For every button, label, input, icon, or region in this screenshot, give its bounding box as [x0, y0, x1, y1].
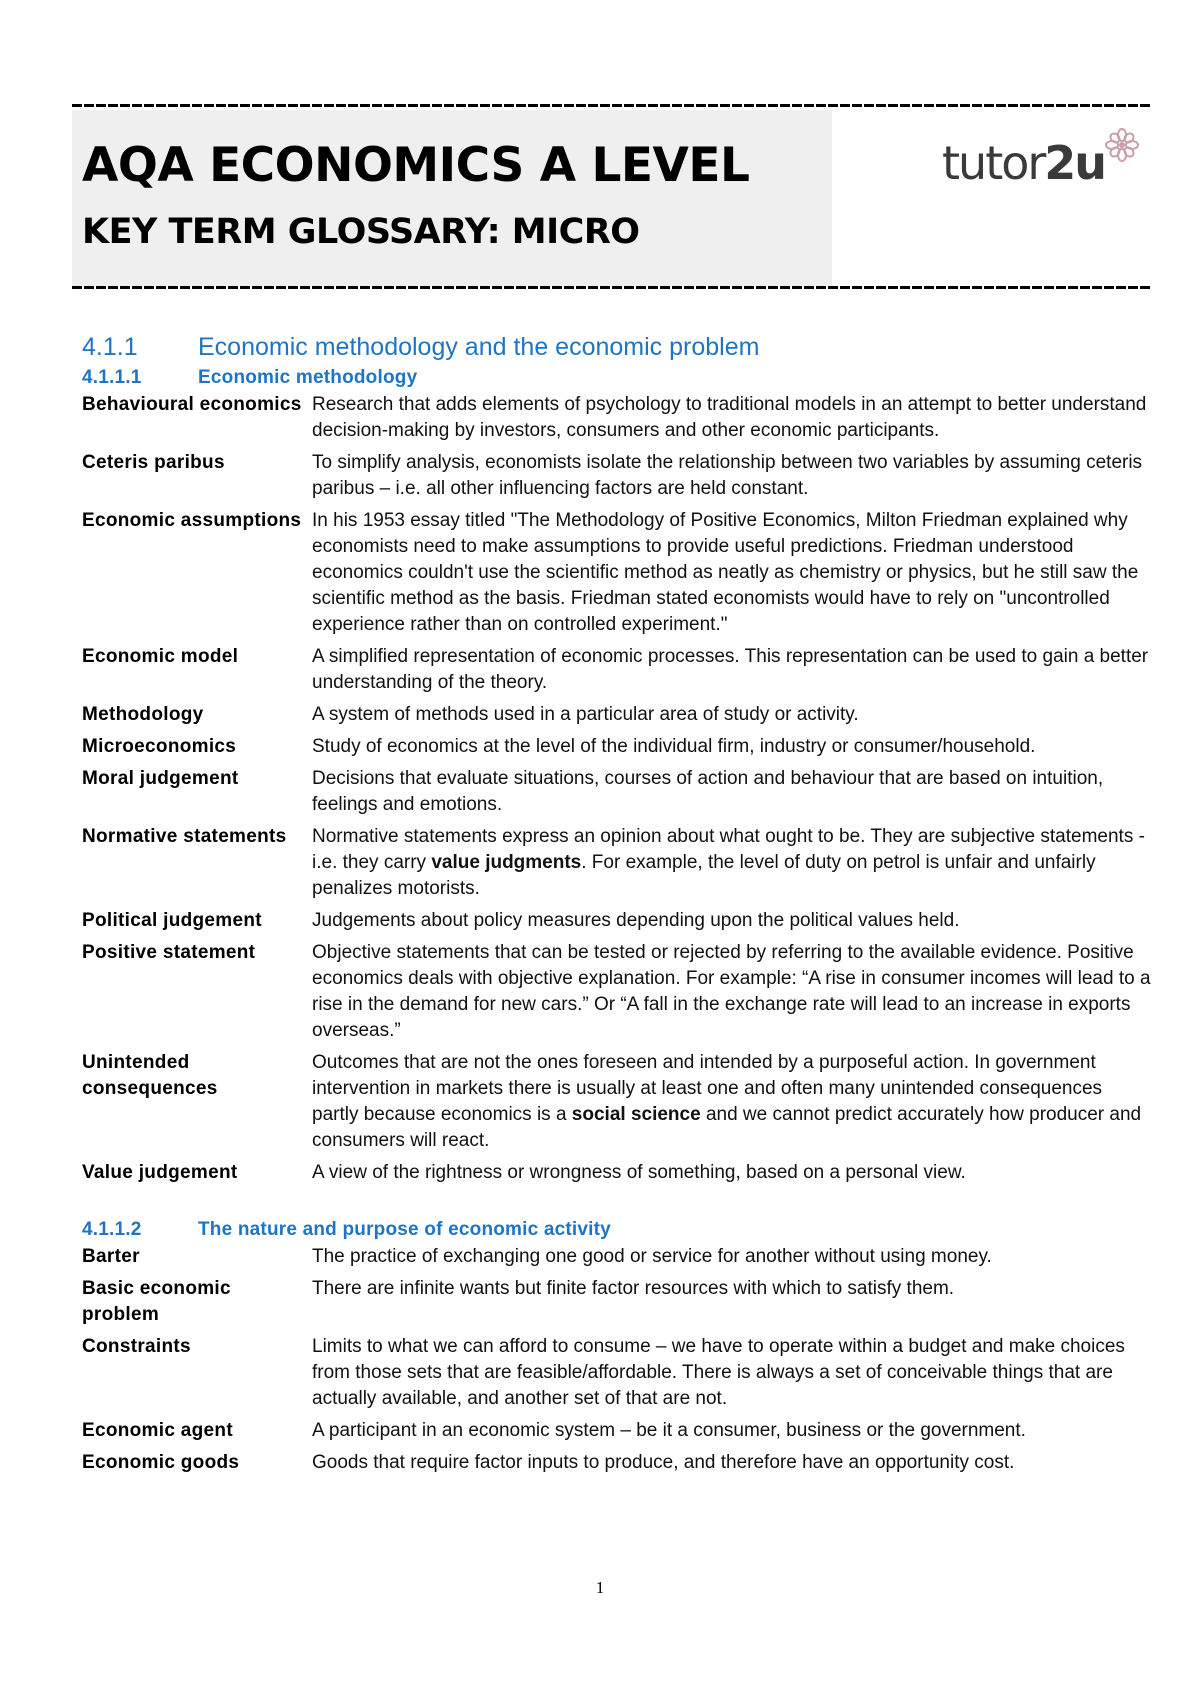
glossary-entry [82, 1276, 1152, 1328]
glossary-entry [82, 508, 1152, 638]
bold-phrase: social science [571, 1104, 701, 1125]
section-heading [82, 330, 1152, 364]
glossary-term: Political judgement [82, 910, 262, 931]
glossary-definition: Outcomes that are not the ones foreseen and intended by a purposeful action. In government intervention in markets there is usually at least one and often many unintended consequences partly because economics is a social science and we cannot predict accurately how producer and consumers will react. [312, 1052, 1142, 1151]
glossary-term: Normative statements [82, 826, 287, 847]
logo-wordmark: tutor2u [942, 136, 1106, 190]
glossary-entry [82, 824, 1152, 902]
glossary-entry [82, 908, 1152, 934]
glossary-term: Behavioural economics [82, 394, 302, 415]
glossary-term: Value judgement [82, 1162, 238, 1183]
glossary-definition: Objective statements that can be tested or rejected by referring to the available evidence. Positive economics deals with objective explanation. For example: “A rise in consumer incomes will lead to a rise in the demand for new cars.” Or “A fall in the exchange rate will lead to an increase in exports overseas.” [312, 942, 1151, 1041]
glossary-term: Positive statement [82, 942, 256, 963]
flower-logo-icon [1105, 128, 1139, 162]
glossary-entry [82, 1160, 1152, 1186]
bold-phrase: value judgments [431, 852, 582, 873]
glossary-entry [82, 1418, 1152, 1444]
glossary-definition: Decisions that evaluate situations, courses of action and behaviour that are based on intuition, feelings and emotions. [312, 768, 1104, 815]
section-title: Economic methodology and the economic problem [198, 332, 760, 361]
glossary-definition: Limits to what we can afford to consume – we have to operate within a budget and make choices from those sets that are feasible/affordable. There is always a set of conceivable things that are actually available, and another set of that are not. [312, 1336, 1125, 1409]
glossary-definition: To simplify analysis, economists isolate the relationship between two variables by assuming ceteris paribus – i.e. all other influencing factors are held constant. [312, 452, 1143, 499]
glossary-definition: Judgements about policy measures depending upon the political values held. [312, 910, 960, 931]
glossary-entry [82, 1450, 1152, 1476]
glossary-definition: There are infinite wants but finite factor resources with which to satisfy them. [312, 1278, 955, 1299]
glossary-content [82, 330, 1152, 1482]
glossary-term: Basic economic problem [82, 1278, 231, 1325]
bottom-dashed-rule [72, 286, 1150, 290]
glossary-definition: A system of methods used in a particular area of study or activity. [312, 704, 859, 725]
subsection-title: Economic methodology [198, 367, 418, 388]
glossary-entry [82, 1244, 1152, 1270]
glossary-term: Microeconomics [82, 736, 237, 757]
glossary-term: Economic goods [82, 1452, 240, 1473]
header-banner [72, 110, 832, 286]
subsection-number: 4.1.1.2 [82, 1219, 142, 1240]
glossary-definition: A view of the rightness or wrongness of something, based on a personal view. [312, 1162, 966, 1183]
glossary-term: Ceteris paribus [82, 452, 225, 473]
glossary-term: Economic assumptions [82, 510, 302, 531]
glossary-term: Economic agent [82, 1420, 233, 1441]
document-subtitle: KEY TERM GLOSSARY: MICRO [82, 212, 640, 252]
glossary-term: Methodology [82, 704, 204, 725]
glossary-definition: A simplified representation of economic processes. This representation can be used to gain a better understanding of the theory. [312, 646, 1149, 693]
glossary-entry [82, 644, 1152, 696]
document-title: AQA ECONOMICS A LEVEL [82, 138, 750, 193]
glossary-term: Unintended consequences [82, 1052, 218, 1099]
glossary-term: Constraints [82, 1336, 191, 1357]
glossary-definition: In his 1953 essay titled "The Methodology of Positive Economics, Milton Friedman explained why economists need to make assumptions to provide useful predictions. Friedman understood economics couldn't use the scientific method as neatly as chemistry or physics, but he still saw the scientific method as the basis. Friedman stated economists would have to rely on "uncontrolled experience rather than on controlled experiment." [312, 510, 1139, 635]
glossary-definition: Goods that require factor inputs to produce, and therefore have an opportunity cost. [312, 1452, 1015, 1473]
glossary-definition: Study of economics at the level of the individual firm, industry or consumer/household. [312, 736, 1036, 757]
glossary-entry [82, 450, 1152, 502]
tutor2u-logo [942, 128, 1142, 198]
glossary-entry [82, 392, 1152, 444]
subsection-heading [82, 1216, 1152, 1244]
glossary-definition: Normative statements express an opinion about what ought to be. They are subjective statements - i.e. they carry value judgments. For example, the level of duty on petrol is unfair and unfairly penalizes motorists. [312, 826, 1145, 899]
subsection-title: The nature and purpose of economic activity [198, 1219, 611, 1240]
glossary-term: Economic model [82, 646, 239, 667]
section-number: 4.1.1 [82, 332, 138, 361]
glossary-entry [82, 1334, 1152, 1412]
glossary-entry [82, 702, 1152, 728]
subsection-heading [82, 364, 1152, 392]
glossary-entry [82, 766, 1152, 818]
glossary-term: Moral judgement [82, 768, 239, 789]
glossary-term: Barter [82, 1246, 140, 1267]
glossary-definition: Research that adds elements of psychology to traditional models in an attempt to better understand decision-making by investors, consumers and other economic participants. [312, 394, 1147, 441]
page-number: 1 [595, 1578, 605, 1597]
glossary-definition: A participant in an economic system – be it a consumer, business or the government. [312, 1420, 1026, 1441]
glossary-definition: The practice of exchanging one good or service for another without using money. [312, 1246, 992, 1267]
subsection-number: 4.1.1.1 [82, 367, 142, 388]
top-dashed-rule [72, 104, 1150, 108]
glossary-entry [82, 734, 1152, 760]
glossary-entry [82, 1050, 1152, 1154]
glossary-entry [82, 940, 1152, 1044]
